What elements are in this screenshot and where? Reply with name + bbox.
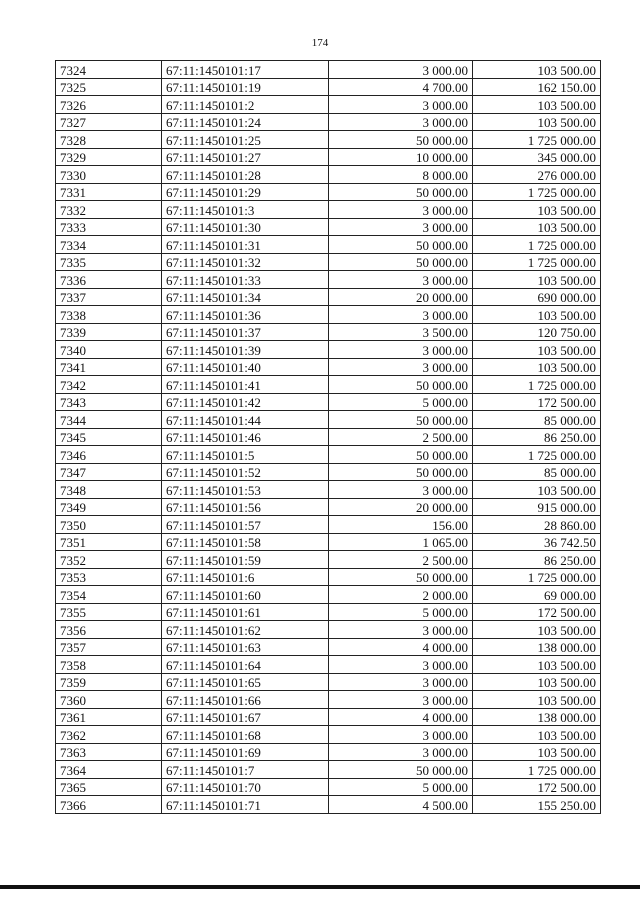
record-number-cell: 7328 xyxy=(56,131,162,149)
cadastral-number-cell: 67:11:1450101:32 xyxy=(162,253,329,271)
value-cell: 138 000.00 xyxy=(473,638,601,656)
table-row xyxy=(56,498,601,516)
table-row xyxy=(56,201,601,219)
table-row xyxy=(56,446,601,464)
record-number-cell: 7348 xyxy=(56,481,162,499)
area-cell: 50 000.00 xyxy=(329,253,473,271)
value-cell: 1 725 000.00 xyxy=(473,236,601,254)
area-cell: 20 000.00 xyxy=(329,498,473,516)
record-number-cell: 7361 xyxy=(56,708,162,726)
value-cell: 103 500.00 xyxy=(473,341,601,359)
table-row xyxy=(56,708,601,726)
area-cell: 4 700.00 xyxy=(329,78,473,96)
area-cell: 50 000.00 xyxy=(329,568,473,586)
cadastral-number-cell: 67:11:1450101:57 xyxy=(162,516,329,534)
value-cell: 1 725 000.00 xyxy=(473,376,601,394)
value-cell: 69 000.00 xyxy=(473,586,601,604)
table-row xyxy=(56,568,601,586)
record-number-cell: 7366 xyxy=(56,796,162,814)
cadastral-number-cell: 67:11:1450101:25 xyxy=(162,131,329,149)
area-cell: 3 000.00 xyxy=(329,113,473,131)
cadastral-number-cell: 67:11:1450101:41 xyxy=(162,376,329,394)
table-row xyxy=(56,743,601,761)
record-number-cell: 7326 xyxy=(56,96,162,114)
area-cell: 3 000.00 xyxy=(329,743,473,761)
table-row xyxy=(56,761,601,779)
area-cell: 2 000.00 xyxy=(329,586,473,604)
record-number-cell: 7358 xyxy=(56,656,162,674)
area-cell: 50 000.00 xyxy=(329,463,473,481)
area-cell: 4 500.00 xyxy=(329,796,473,814)
area-cell: 5 000.00 xyxy=(329,778,473,796)
value-cell: 1 725 000.00 xyxy=(473,131,601,149)
area-cell: 3 000.00 xyxy=(329,481,473,499)
value-cell: 690 000.00 xyxy=(473,288,601,306)
table-row xyxy=(56,96,601,114)
table-row xyxy=(56,411,601,429)
record-number-cell: 7330 xyxy=(56,166,162,184)
value-cell: 103 500.00 xyxy=(473,358,601,376)
cadastral-number-cell: 67:11:1450101:33 xyxy=(162,271,329,289)
cadastral-number-cell: 67:11:1450101:42 xyxy=(162,393,329,411)
cadastral-number-cell: 67:11:1450101:53 xyxy=(162,481,329,499)
cadastral-number-cell: 67:11:1450101:39 xyxy=(162,341,329,359)
area-cell: 3 000.00 xyxy=(329,61,473,79)
table-row xyxy=(56,61,601,79)
cadastral-number-cell: 67:11:1450101:59 xyxy=(162,551,329,569)
table-row xyxy=(56,796,601,814)
area-cell: 3 000.00 xyxy=(329,621,473,639)
table-row xyxy=(56,148,601,166)
cadastral-number-cell: 67:11:1450101:61 xyxy=(162,603,329,621)
value-cell: 172 500.00 xyxy=(473,603,601,621)
table-row xyxy=(56,726,601,744)
table-row xyxy=(56,691,601,709)
cadastral-number-cell: 67:11:1450101:30 xyxy=(162,218,329,236)
area-cell: 3 000.00 xyxy=(329,341,473,359)
record-number-cell: 7364 xyxy=(56,761,162,779)
value-cell: 162 150.00 xyxy=(473,78,601,96)
record-number-cell: 7346 xyxy=(56,446,162,464)
table-row xyxy=(56,393,601,411)
value-cell: 36 742.50 xyxy=(473,533,601,551)
value-cell: 1 725 000.00 xyxy=(473,253,601,271)
record-number-cell: 7334 xyxy=(56,236,162,254)
area-cell: 8 000.00 xyxy=(329,166,473,184)
record-number-cell: 7337 xyxy=(56,288,162,306)
record-number-cell: 7350 xyxy=(56,516,162,534)
table-row xyxy=(56,533,601,551)
cadastral-number-cell: 67:11:1450101:5 xyxy=(162,446,329,464)
area-cell: 1 065.00 xyxy=(329,533,473,551)
table-row xyxy=(56,516,601,534)
record-number-cell: 7341 xyxy=(56,358,162,376)
cadastral-number-cell: 67:11:1450101:17 xyxy=(162,61,329,79)
value-cell: 103 500.00 xyxy=(473,743,601,761)
area-cell: 3 000.00 xyxy=(329,726,473,744)
value-cell: 155 250.00 xyxy=(473,796,601,814)
area-cell: 2 500.00 xyxy=(329,551,473,569)
table-row xyxy=(56,183,601,201)
cadastral-number-cell: 67:11:1450101:71 xyxy=(162,796,329,814)
table-row xyxy=(56,656,601,674)
cadastral-number-cell: 67:11:1450101:62 xyxy=(162,621,329,639)
area-cell: 5 000.00 xyxy=(329,393,473,411)
value-cell: 103 500.00 xyxy=(473,691,601,709)
area-cell: 50 000.00 xyxy=(329,446,473,464)
record-number-cell: 7324 xyxy=(56,61,162,79)
area-cell: 3 000.00 xyxy=(329,306,473,324)
value-cell: 345 000.00 xyxy=(473,148,601,166)
cadastral-number-cell: 67:11:1450101:63 xyxy=(162,638,329,656)
area-cell: 3 500.00 xyxy=(329,323,473,341)
area-cell: 50 000.00 xyxy=(329,411,473,429)
area-cell: 50 000.00 xyxy=(329,183,473,201)
record-number-cell: 7357 xyxy=(56,638,162,656)
table-row xyxy=(56,481,601,499)
cadastral-number-cell: 67:11:1450101:19 xyxy=(162,78,329,96)
area-cell: 3 000.00 xyxy=(329,358,473,376)
record-number-cell: 7340 xyxy=(56,341,162,359)
record-number-cell: 7349 xyxy=(56,498,162,516)
record-number-cell: 7325 xyxy=(56,78,162,96)
cadastral-number-cell: 67:11:1450101:27 xyxy=(162,148,329,166)
value-cell: 103 500.00 xyxy=(473,96,601,114)
cadastral-number-cell: 67:11:1450101:69 xyxy=(162,743,329,761)
area-cell: 50 000.00 xyxy=(329,376,473,394)
footer-rule xyxy=(0,885,640,889)
value-cell: 85 000.00 xyxy=(473,463,601,481)
value-cell: 138 000.00 xyxy=(473,708,601,726)
record-number-cell: 7342 xyxy=(56,376,162,394)
record-number-cell: 7362 xyxy=(56,726,162,744)
value-cell: 915 000.00 xyxy=(473,498,601,516)
area-cell: 3 000.00 xyxy=(329,96,473,114)
cadastral-number-cell: 67:11:1450101:52 xyxy=(162,463,329,481)
cadastral-number-cell: 67:11:1450101:66 xyxy=(162,691,329,709)
cadastral-number-cell: 67:11:1450101:36 xyxy=(162,306,329,324)
table-body xyxy=(56,61,601,814)
table-row xyxy=(56,166,601,184)
cadastral-number-cell: 67:11:1450101:67 xyxy=(162,708,329,726)
value-cell: 172 500.00 xyxy=(473,778,601,796)
value-cell: 85 000.00 xyxy=(473,411,601,429)
record-number-cell: 7356 xyxy=(56,621,162,639)
value-cell: 103 500.00 xyxy=(473,673,601,691)
value-cell: 103 500.00 xyxy=(473,61,601,79)
table-row xyxy=(56,778,601,796)
value-cell: 103 500.00 xyxy=(473,481,601,499)
record-number-cell: 7343 xyxy=(56,393,162,411)
cadastral-number-cell: 67:11:1450101:29 xyxy=(162,183,329,201)
record-number-cell: 7355 xyxy=(56,603,162,621)
cadastral-number-cell: 67:11:1450101:56 xyxy=(162,498,329,516)
record-number-cell: 7352 xyxy=(56,551,162,569)
value-cell: 103 500.00 xyxy=(473,113,601,131)
cadastral-number-cell: 67:11:1450101:65 xyxy=(162,673,329,691)
table-row xyxy=(56,463,601,481)
record-number-cell: 7335 xyxy=(56,253,162,271)
area-cell: 3 000.00 xyxy=(329,271,473,289)
record-number-cell: 7351 xyxy=(56,533,162,551)
table-row xyxy=(56,673,601,691)
cadastral-number-cell: 67:11:1450101:37 xyxy=(162,323,329,341)
cadastral-number-cell: 67:11:1450101:3 xyxy=(162,201,329,219)
record-number-cell: 7344 xyxy=(56,411,162,429)
value-cell: 103 500.00 xyxy=(473,726,601,744)
value-cell: 86 250.00 xyxy=(473,551,601,569)
record-number-cell: 7345 xyxy=(56,428,162,446)
area-cell: 156.00 xyxy=(329,516,473,534)
record-number-cell: 7332 xyxy=(56,201,162,219)
record-number-cell: 7363 xyxy=(56,743,162,761)
record-number-cell: 7360 xyxy=(56,691,162,709)
table-row xyxy=(56,253,601,271)
cadastral-register-table xyxy=(55,60,601,814)
cadastral-number-cell: 67:11:1450101:58 xyxy=(162,533,329,551)
table-row xyxy=(56,586,601,604)
value-cell: 103 500.00 xyxy=(473,656,601,674)
record-number-cell: 7359 xyxy=(56,673,162,691)
cadastral-number-cell: 67:11:1450101:31 xyxy=(162,236,329,254)
value-cell: 103 500.00 xyxy=(473,306,601,324)
table-row xyxy=(56,271,601,289)
area-cell: 2 500.00 xyxy=(329,428,473,446)
table-row xyxy=(56,113,601,131)
area-cell: 50 000.00 xyxy=(329,236,473,254)
value-cell: 120 750.00 xyxy=(473,323,601,341)
value-cell: 28 860.00 xyxy=(473,516,601,534)
table-row xyxy=(56,341,601,359)
value-cell: 1 725 000.00 xyxy=(473,183,601,201)
area-cell: 3 000.00 xyxy=(329,656,473,674)
value-cell: 276 000.00 xyxy=(473,166,601,184)
table-row xyxy=(56,131,601,149)
record-number-cell: 7331 xyxy=(56,183,162,201)
cadastral-number-cell: 67:11:1450101:44 xyxy=(162,411,329,429)
value-cell: 103 500.00 xyxy=(473,271,601,289)
record-number-cell: 7327 xyxy=(56,113,162,131)
record-number-cell: 7333 xyxy=(56,218,162,236)
value-cell: 1 725 000.00 xyxy=(473,568,601,586)
value-cell: 1 725 000.00 xyxy=(473,761,601,779)
cadastral-number-cell: 67:11:1450101:64 xyxy=(162,656,329,674)
cadastral-number-cell: 67:11:1450101:60 xyxy=(162,586,329,604)
area-cell: 10 000.00 xyxy=(329,148,473,166)
cadastral-number-cell: 67:11:1450101:24 xyxy=(162,113,329,131)
cadastral-number-cell: 67:11:1450101:68 xyxy=(162,726,329,744)
table-row xyxy=(56,323,601,341)
record-number-cell: 7339 xyxy=(56,323,162,341)
record-number-cell: 7336 xyxy=(56,271,162,289)
value-cell: 172 500.00 xyxy=(473,393,601,411)
record-number-cell: 7347 xyxy=(56,463,162,481)
area-cell: 4 000.00 xyxy=(329,708,473,726)
record-number-cell: 7329 xyxy=(56,148,162,166)
table-row xyxy=(56,376,601,394)
table-row xyxy=(56,288,601,306)
table-row xyxy=(56,306,601,324)
table-row xyxy=(56,603,601,621)
area-cell: 3 000.00 xyxy=(329,673,473,691)
cadastral-number-cell: 67:11:1450101:2 xyxy=(162,96,329,114)
cadastral-number-cell: 67:11:1450101:70 xyxy=(162,778,329,796)
cadastral-number-cell: 67:11:1450101:46 xyxy=(162,428,329,446)
table-row xyxy=(56,236,601,254)
area-cell: 3 000.00 xyxy=(329,691,473,709)
area-cell: 3 000.00 xyxy=(329,201,473,219)
area-cell: 4 000.00 xyxy=(329,638,473,656)
table-row xyxy=(56,78,601,96)
cadastral-number-cell: 67:11:1450101:34 xyxy=(162,288,329,306)
area-cell: 3 000.00 xyxy=(329,218,473,236)
value-cell: 1 725 000.00 xyxy=(473,446,601,464)
area-cell: 20 000.00 xyxy=(329,288,473,306)
record-number-cell: 7338 xyxy=(56,306,162,324)
area-cell: 5 000.00 xyxy=(329,603,473,621)
area-cell: 50 000.00 xyxy=(329,761,473,779)
table-row xyxy=(56,551,601,569)
record-number-cell: 7365 xyxy=(56,778,162,796)
table-row xyxy=(56,218,601,236)
cadastral-number-cell: 67:11:1450101:7 xyxy=(162,761,329,779)
table-row xyxy=(56,358,601,376)
area-cell: 50 000.00 xyxy=(329,131,473,149)
cadastral-number-cell: 67:11:1450101:6 xyxy=(162,568,329,586)
table-row xyxy=(56,428,601,446)
record-number-cell: 7353 xyxy=(56,568,162,586)
table-row xyxy=(56,621,601,639)
cadastral-number-cell: 67:11:1450101:28 xyxy=(162,166,329,184)
record-number-cell: 7354 xyxy=(56,586,162,604)
value-cell: 103 500.00 xyxy=(473,218,601,236)
table-row xyxy=(56,638,601,656)
value-cell: 103 500.00 xyxy=(473,621,601,639)
page-number: 174 xyxy=(311,37,329,49)
value-cell: 103 500.00 xyxy=(473,201,601,219)
cadastral-number-cell: 67:11:1450101:40 xyxy=(162,358,329,376)
value-cell: 86 250.00 xyxy=(473,428,601,446)
